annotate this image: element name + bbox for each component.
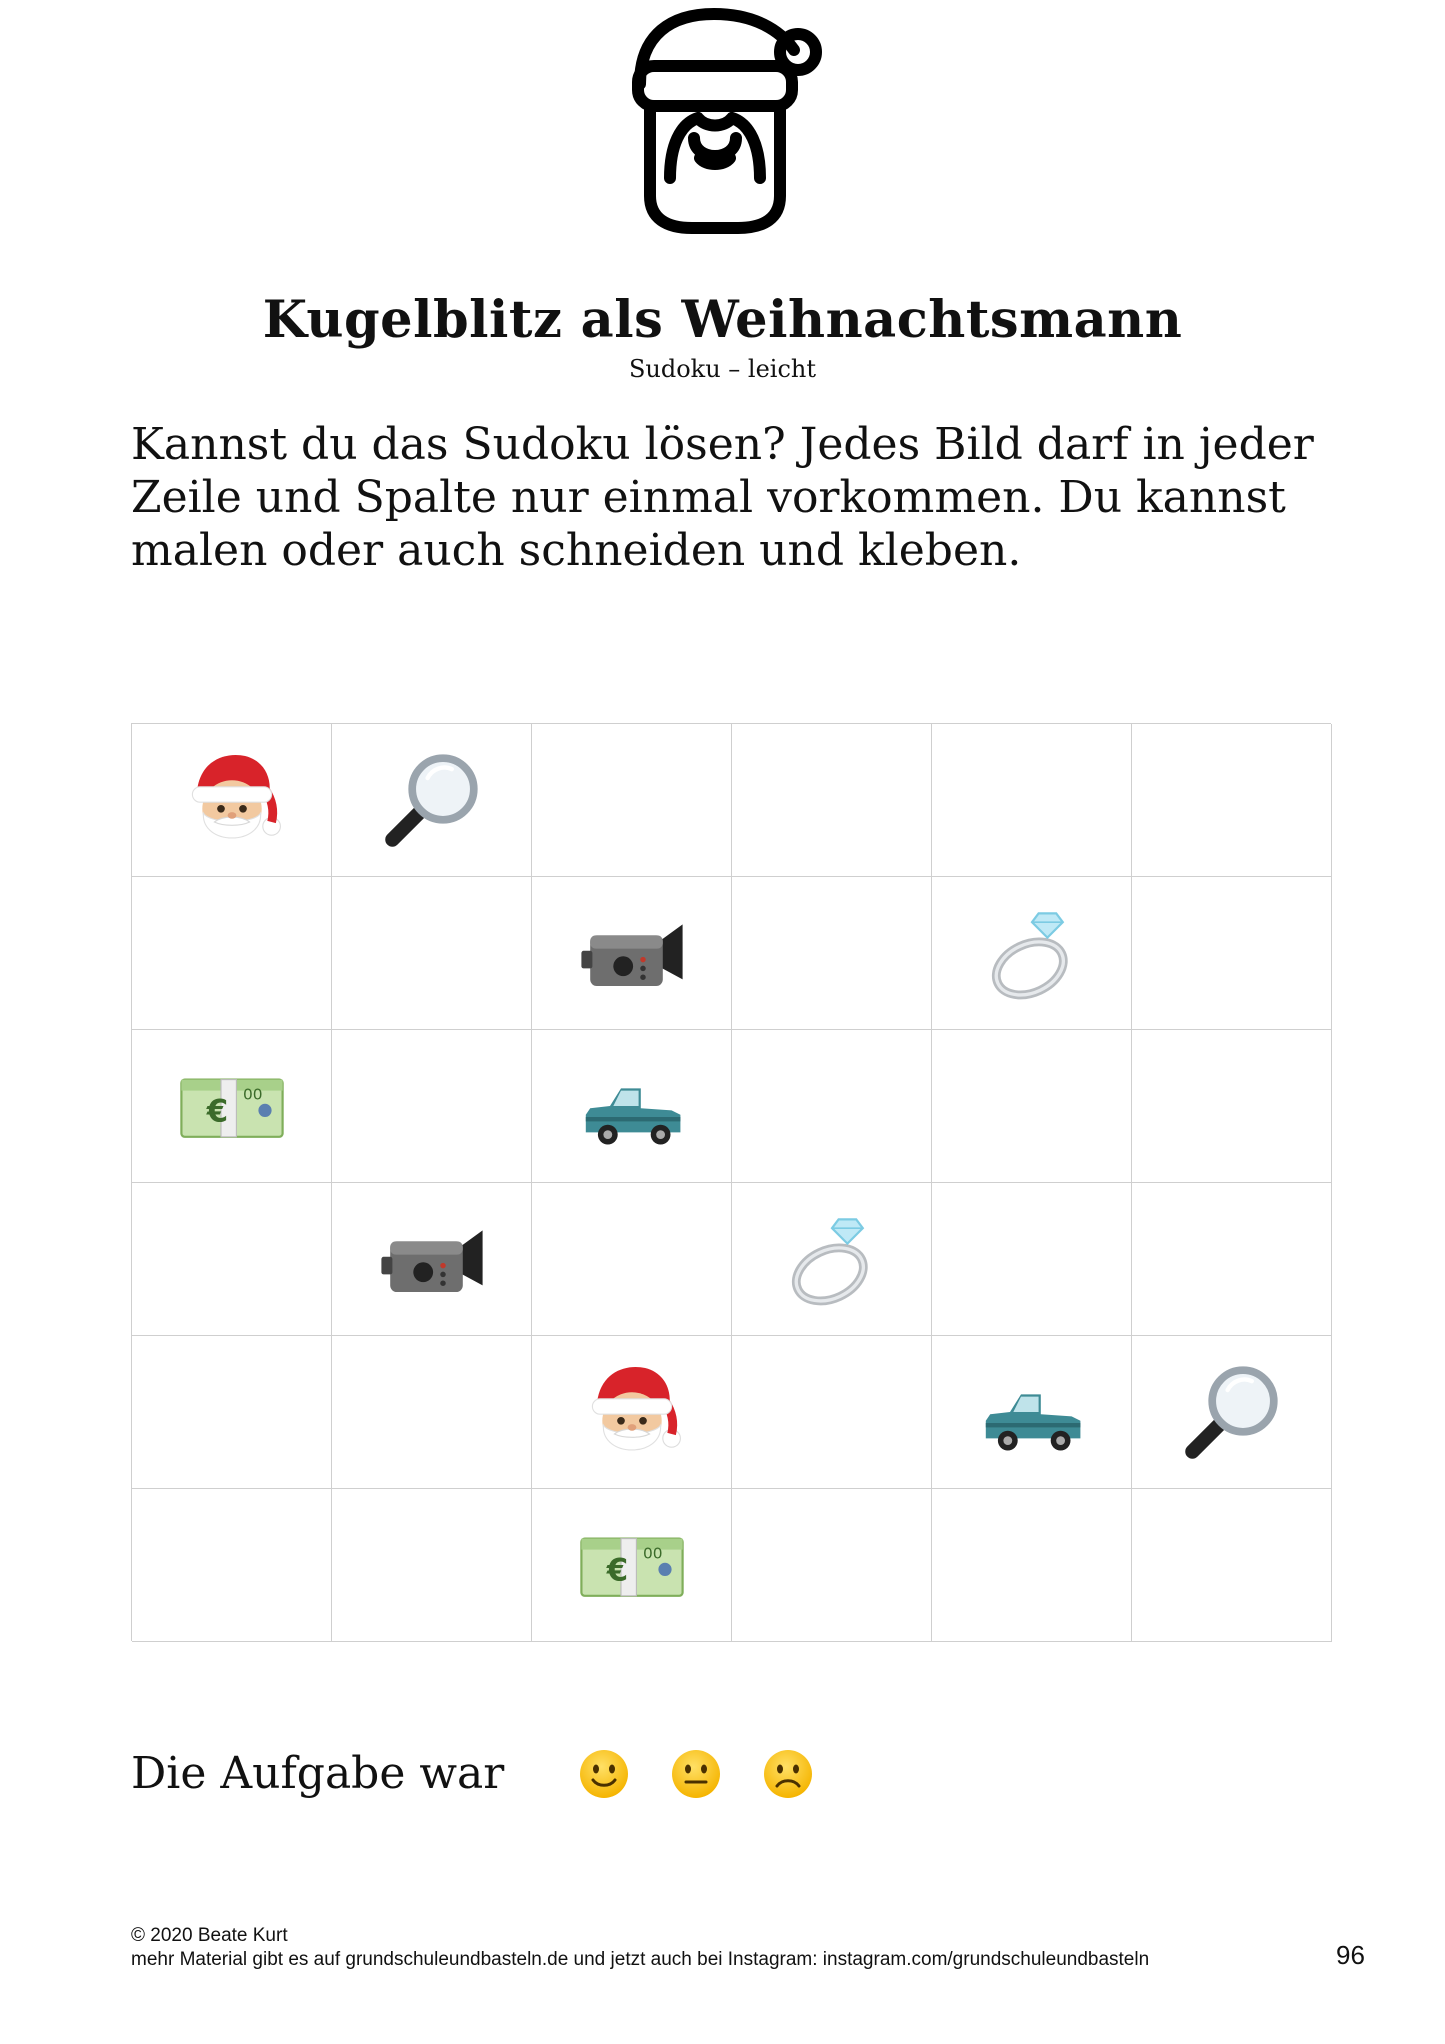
- sudoku-cell[interactable]: [932, 1030, 1132, 1183]
- sudoku-cell[interactable]: [732, 1489, 932, 1642]
- sudoku-cell[interactable]: [532, 1183, 732, 1336]
- sudoku-cell[interactable]: [932, 1183, 1132, 1336]
- sudoku-cell[interactable]: [932, 724, 1132, 877]
- svg-text:€: €: [606, 1552, 628, 1589]
- sudoku-cell[interactable]: [732, 877, 932, 1030]
- sudoku-cell[interactable]: [332, 1183, 532, 1336]
- sudoku-cell[interactable]: [732, 724, 932, 877]
- svg-text:00: 00: [242, 1085, 263, 1104]
- sudoku-cell[interactable]: [332, 877, 532, 1030]
- page-number: 96: [1336, 1940, 1365, 1970]
- sudoku-cell[interactable]: [1132, 1030, 1332, 1183]
- euro-banknote-icon: [177, 1051, 287, 1161]
- sudoku-cell[interactable]: [532, 1336, 732, 1489]
- sudoku-cell[interactable]: [332, 1030, 532, 1183]
- sudoku-cell[interactable]: [332, 1489, 532, 1642]
- svg-text:00: 00: [642, 1544, 663, 1563]
- sudoku-cell[interactable]: [132, 724, 332, 877]
- neutral-face-icon[interactable]: [670, 1748, 722, 1800]
- sudoku-cell[interactable]: [732, 1030, 932, 1183]
- sudoku-cell[interactable]: [332, 1336, 532, 1489]
- instruction-line: Kannst du das Sudoku lösen? Jedes Bild darf in jeder: [131, 419, 1314, 470]
- instructions: [131, 418, 1331, 577]
- pickup-truck-icon: [577, 1051, 687, 1161]
- santa-icon: [577, 1357, 687, 1467]
- sudoku-cell[interactable]: [332, 724, 532, 877]
- santa-icon: [177, 745, 287, 855]
- instruction-line: malen oder auch schneiden und kleben.: [131, 525, 1022, 576]
- slightly-smiling-face-icon[interactable]: [578, 1748, 630, 1800]
- rating-faces: [578, 1748, 814, 1800]
- sudoku-cell[interactable]: [132, 1489, 332, 1642]
- sudoku-cell[interactable]: [532, 1030, 732, 1183]
- frowning-face-icon[interactable]: [762, 1748, 814, 1800]
- footer-note: mehr Material gibt es auf grundschuleundbasteln.de und jetzt auch bei Instagram: instagram.com/grundschuleundbasteln: [131, 1949, 1150, 1970]
- svg-text:€: €: [206, 1093, 228, 1130]
- sudoku-cell[interactable]: [1132, 1183, 1332, 1336]
- sudoku-cell[interactable]: [732, 1183, 932, 1336]
- sudoku-cell[interactable]: [132, 1030, 332, 1183]
- instruction-line: Zeile und Spalte nur einmal vorkommen. Du kannst: [131, 472, 1286, 523]
- sudoku-grid: [131, 723, 1331, 1641]
- sudoku-cell[interactable]: [1132, 1336, 1332, 1489]
- video-camera-icon: [377, 1204, 487, 1314]
- sudoku-cell[interactable]: [932, 877, 1132, 1030]
- sudoku-cell[interactable]: [132, 1183, 332, 1336]
- sudoku-cell[interactable]: [1132, 877, 1332, 1030]
- sudoku-cell[interactable]: [732, 1336, 932, 1489]
- magnifier-icon: [1177, 1357, 1287, 1467]
- video-camera-icon: [577, 898, 687, 1008]
- page-title: Kugelblitz als Weihnachtsmann: [262, 290, 1183, 350]
- santa-head-outline-icon: [632, 6, 822, 234]
- sudoku-cell[interactable]: [132, 877, 332, 1030]
- sudoku-cell[interactable]: [932, 1489, 1132, 1642]
- sudoku-cell[interactable]: [532, 877, 732, 1030]
- diamond-ring-icon: [777, 1204, 887, 1314]
- rating-label: Die Aufgabe war: [131, 1748, 505, 1799]
- sudoku-cell[interactable]: [532, 724, 732, 877]
- sudoku-cell[interactable]: [532, 1489, 732, 1642]
- diamond-ring-icon: [977, 898, 1087, 1008]
- sudoku-cell[interactable]: [932, 1336, 1132, 1489]
- euro-banknote-icon: [577, 1510, 687, 1620]
- sudoku-cell[interactable]: [1132, 1489, 1332, 1642]
- page-subtitle: Sudoku – leicht: [628, 355, 817, 383]
- pickup-truck-icon: [977, 1357, 1087, 1467]
- sudoku-cell[interactable]: [132, 1336, 332, 1489]
- magnifier-icon: [377, 745, 487, 855]
- copyright: © 2020 Beate Kurt: [131, 1925, 288, 1946]
- sudoku-cell[interactable]: [1132, 724, 1332, 877]
